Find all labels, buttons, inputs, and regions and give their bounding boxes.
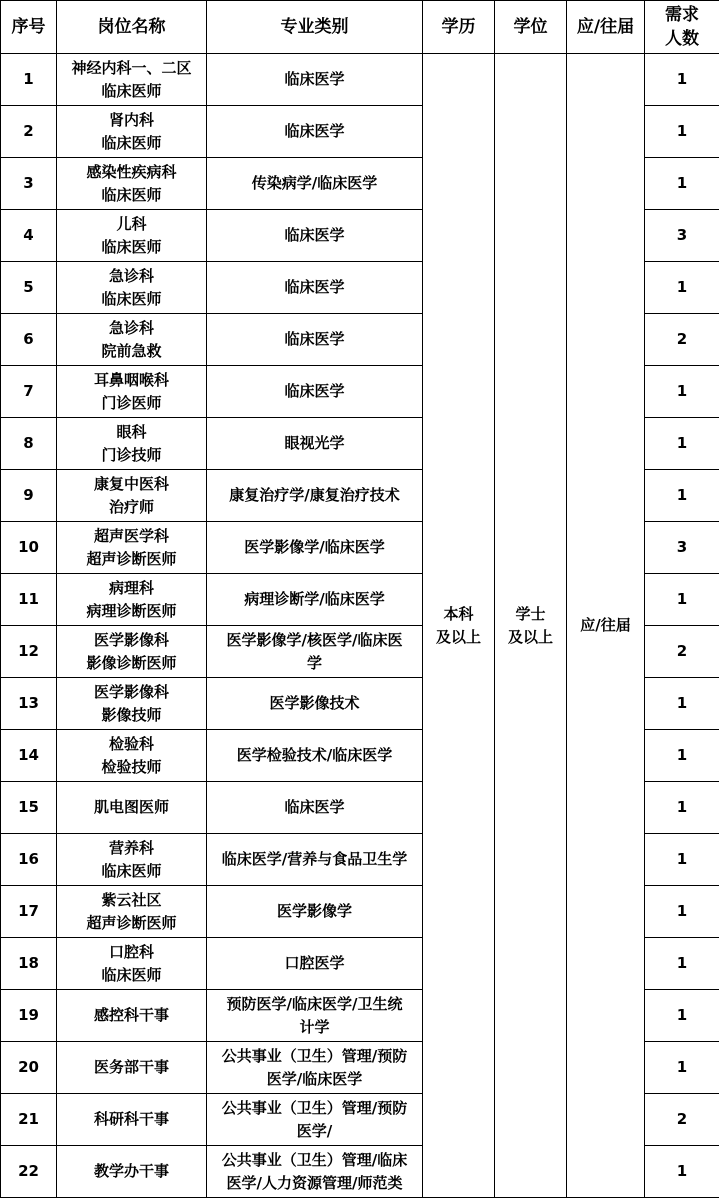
header-count bbox=[645, 1, 719, 54]
required-count: 3 bbox=[645, 210, 719, 262]
position-line2: 门诊技师 bbox=[59, 444, 204, 467]
position-line1: 儿科 bbox=[59, 213, 204, 236]
major-line1: 医学影像学/核医学/临床医 bbox=[209, 629, 420, 652]
required-count: 1 bbox=[645, 574, 719, 626]
row-number: 5 bbox=[1, 262, 57, 314]
position-name bbox=[57, 574, 207, 626]
row-number: 19 bbox=[1, 990, 57, 1042]
major-category bbox=[207, 314, 423, 366]
table-body bbox=[1, 54, 719, 1198]
required-count: 1 bbox=[645, 158, 719, 210]
position-name bbox=[57, 54, 207, 106]
major-category bbox=[207, 626, 423, 678]
position-line2: 临床医师 bbox=[59, 860, 204, 883]
position-line1: 超声医学科 bbox=[59, 525, 204, 548]
position-line1: 肌电图医师 bbox=[59, 796, 204, 819]
row-number: 12 bbox=[1, 626, 57, 678]
position-line2: 临床医师 bbox=[59, 184, 204, 207]
position-name bbox=[57, 990, 207, 1042]
major-line1: 传染病学/临床医学 bbox=[209, 172, 420, 195]
row-number: 18 bbox=[1, 938, 57, 990]
position-line2: 影像诊断医师 bbox=[59, 652, 204, 675]
header-major: 专业类别 bbox=[207, 1, 423, 54]
row-number: 6 bbox=[1, 314, 57, 366]
row-number: 13 bbox=[1, 678, 57, 730]
education-line2: 及以上 bbox=[425, 626, 492, 649]
required-count: 1 bbox=[645, 886, 719, 938]
required-count: 3 bbox=[645, 522, 719, 574]
row-number: 7 bbox=[1, 366, 57, 418]
position-name bbox=[57, 418, 207, 470]
row-number: 16 bbox=[1, 834, 57, 886]
position-line2: 超声诊断医师 bbox=[59, 548, 204, 571]
position-line1: 营养科 bbox=[59, 837, 204, 860]
row-number: 9 bbox=[1, 470, 57, 522]
major-line1: 公共事业（卫生）管理/预防 bbox=[209, 1097, 420, 1120]
major-category bbox=[207, 158, 423, 210]
table-header-row bbox=[1, 1, 719, 54]
major-category bbox=[207, 574, 423, 626]
position-name bbox=[57, 1146, 207, 1198]
major-line1: 临床医学 bbox=[209, 328, 420, 351]
required-count: 2 bbox=[645, 626, 719, 678]
position-name bbox=[57, 366, 207, 418]
position-line2: 临床医师 bbox=[59, 236, 204, 259]
header-degree: 学位 bbox=[495, 1, 567, 54]
major-line1: 临床医学/营养与食品卫生学 bbox=[209, 848, 420, 871]
row-number: 20 bbox=[1, 1042, 57, 1094]
major-line2: 医学/人力资源管理/师范类 bbox=[209, 1172, 420, 1195]
major-line1: 临床医学 bbox=[209, 380, 420, 403]
row-number: 1 bbox=[1, 54, 57, 106]
major-category bbox=[207, 1042, 423, 1094]
header-no: 序号 bbox=[1, 1, 57, 54]
major-line2: 计学 bbox=[209, 1016, 420, 1039]
position-line2: 超声诊断医师 bbox=[59, 912, 204, 935]
position-line2: 临床医师 bbox=[59, 964, 204, 987]
position-line2: 院前急救 bbox=[59, 340, 204, 363]
major-line1: 口腔医学 bbox=[209, 952, 420, 975]
required-count: 1 bbox=[645, 834, 719, 886]
position-name bbox=[57, 730, 207, 782]
major-line1: 预防医学/临床医学/卫生统 bbox=[209, 993, 420, 1016]
major-category bbox=[207, 522, 423, 574]
major-category bbox=[207, 834, 423, 886]
position-line1: 教学办干事 bbox=[59, 1160, 204, 1183]
position-name bbox=[57, 158, 207, 210]
position-line2: 影像技师 bbox=[59, 704, 204, 727]
major-line1: 医学影像学 bbox=[209, 900, 420, 923]
major-line2: 学 bbox=[209, 652, 420, 675]
required-count: 1 bbox=[645, 678, 719, 730]
header-position: 岗位名称 bbox=[57, 1, 207, 54]
position-line2: 病理诊断医师 bbox=[59, 600, 204, 623]
required-count: 1 bbox=[645, 990, 719, 1042]
required-count: 1 bbox=[645, 1146, 719, 1198]
major-line2: 医学/临床医学 bbox=[209, 1068, 420, 1091]
position-name bbox=[57, 106, 207, 158]
position-line1: 眼科 bbox=[59, 421, 204, 444]
position-line1: 病理科 bbox=[59, 577, 204, 600]
required-count: 1 bbox=[645, 938, 719, 990]
degree-requirement bbox=[495, 54, 567, 1198]
major-category bbox=[207, 1094, 423, 1146]
required-count: 1 bbox=[645, 262, 719, 314]
row-number: 8 bbox=[1, 418, 57, 470]
position-line2: 临床医师 bbox=[59, 288, 204, 311]
degree-line2: 及以上 bbox=[497, 626, 564, 649]
position-name bbox=[57, 1042, 207, 1094]
major-line1: 医学检验技术/临床医学 bbox=[209, 744, 420, 767]
position-line2: 临床医师 bbox=[59, 80, 204, 103]
position-line1: 医务部干事 bbox=[59, 1056, 204, 1079]
required-count: 2 bbox=[645, 314, 719, 366]
row-number: 21 bbox=[1, 1094, 57, 1146]
major-category bbox=[207, 470, 423, 522]
position-line1: 感控科干事 bbox=[59, 1004, 204, 1027]
position-line2: 检验技师 bbox=[59, 756, 204, 779]
education-line1: 本科 bbox=[425, 603, 492, 626]
position-name bbox=[57, 262, 207, 314]
position-name bbox=[57, 470, 207, 522]
major-line1: 临床医学 bbox=[209, 224, 420, 247]
required-count: 1 bbox=[645, 730, 719, 782]
required-count: 1 bbox=[645, 470, 719, 522]
position-line1: 感染性疾病科 bbox=[59, 161, 204, 184]
position-name bbox=[57, 314, 207, 366]
major-category bbox=[207, 990, 423, 1042]
major-category bbox=[207, 782, 423, 834]
position-line1: 急诊科 bbox=[59, 265, 204, 288]
position-line1: 紫云社区 bbox=[59, 889, 204, 912]
required-count: 1 bbox=[645, 106, 719, 158]
table-row bbox=[1, 54, 719, 106]
position-name bbox=[57, 1094, 207, 1146]
position-name bbox=[57, 210, 207, 262]
row-number: 11 bbox=[1, 574, 57, 626]
position-line1: 康复中医科 bbox=[59, 473, 204, 496]
major-line1: 公共事业（卫生）管理/临床 bbox=[209, 1149, 420, 1172]
required-count: 1 bbox=[645, 54, 719, 106]
major-category bbox=[207, 1146, 423, 1198]
education-requirement bbox=[423, 54, 495, 1198]
major-category bbox=[207, 886, 423, 938]
position-line1: 神经内科一、二区 bbox=[59, 57, 204, 80]
major-line1: 医学影像学/临床医学 bbox=[209, 536, 420, 559]
position-line1: 医学影像科 bbox=[59, 681, 204, 704]
major-category bbox=[207, 418, 423, 470]
position-line1: 科研科干事 bbox=[59, 1108, 204, 1131]
row-number: 3 bbox=[1, 158, 57, 210]
row-number: 15 bbox=[1, 782, 57, 834]
major-category bbox=[207, 210, 423, 262]
position-line2: 治疗师 bbox=[59, 496, 204, 519]
position-name bbox=[57, 678, 207, 730]
row-number: 17 bbox=[1, 886, 57, 938]
major-line1: 病理诊断学/临床医学 bbox=[209, 588, 420, 611]
major-category bbox=[207, 678, 423, 730]
header-education: 学历 bbox=[423, 1, 495, 54]
major-line1: 眼视光学 bbox=[209, 432, 420, 455]
row-number: 22 bbox=[1, 1146, 57, 1198]
position-line1: 耳鼻咽喉科 bbox=[59, 369, 204, 392]
degree-line1: 学士 bbox=[497, 603, 564, 626]
major-category bbox=[207, 262, 423, 314]
required-count: 1 bbox=[645, 418, 719, 470]
position-name bbox=[57, 522, 207, 574]
position-line1: 急诊科 bbox=[59, 317, 204, 340]
major-line2: 医学/ bbox=[209, 1120, 420, 1143]
row-number: 10 bbox=[1, 522, 57, 574]
major-line1: 临床医学 bbox=[209, 120, 420, 143]
position-name bbox=[57, 626, 207, 678]
required-count: 1 bbox=[645, 1042, 719, 1094]
major-line1: 公共事业（卫生）管理/预防 bbox=[209, 1045, 420, 1068]
graduate-requirement: 应/往届 bbox=[567, 54, 645, 1198]
major-category bbox=[207, 938, 423, 990]
major-line1: 临床医学 bbox=[209, 796, 420, 819]
position-line1: 口腔科 bbox=[59, 941, 204, 964]
position-line1: 医学影像科 bbox=[59, 629, 204, 652]
header-graduate: 应/往届 bbox=[567, 1, 645, 54]
major-line1: 医学影像技术 bbox=[209, 692, 420, 715]
position-name bbox=[57, 834, 207, 886]
required-count: 1 bbox=[645, 782, 719, 834]
position-line1: 检验科 bbox=[59, 733, 204, 756]
header-count-line2: 人数 bbox=[647, 27, 717, 51]
required-count: 1 bbox=[645, 366, 719, 418]
position-name bbox=[57, 938, 207, 990]
position-line2: 门诊医师 bbox=[59, 392, 204, 415]
header-count-line1: 需求 bbox=[647, 3, 717, 27]
major-category bbox=[207, 366, 423, 418]
position-name bbox=[57, 886, 207, 938]
required-count: 2 bbox=[645, 1094, 719, 1146]
position-line1: 肾内科 bbox=[59, 109, 204, 132]
position-line2: 临床医师 bbox=[59, 132, 204, 155]
row-number: 4 bbox=[1, 210, 57, 262]
row-number: 2 bbox=[1, 106, 57, 158]
major-line1: 临床医学 bbox=[209, 276, 420, 299]
major-line1: 康复治疗学/康复治疗技术 bbox=[209, 484, 420, 507]
major-line1: 临床医学 bbox=[209, 68, 420, 91]
major-category bbox=[207, 54, 423, 106]
major-category bbox=[207, 730, 423, 782]
position-name bbox=[57, 782, 207, 834]
row-number: 14 bbox=[1, 730, 57, 782]
major-category bbox=[207, 106, 423, 158]
